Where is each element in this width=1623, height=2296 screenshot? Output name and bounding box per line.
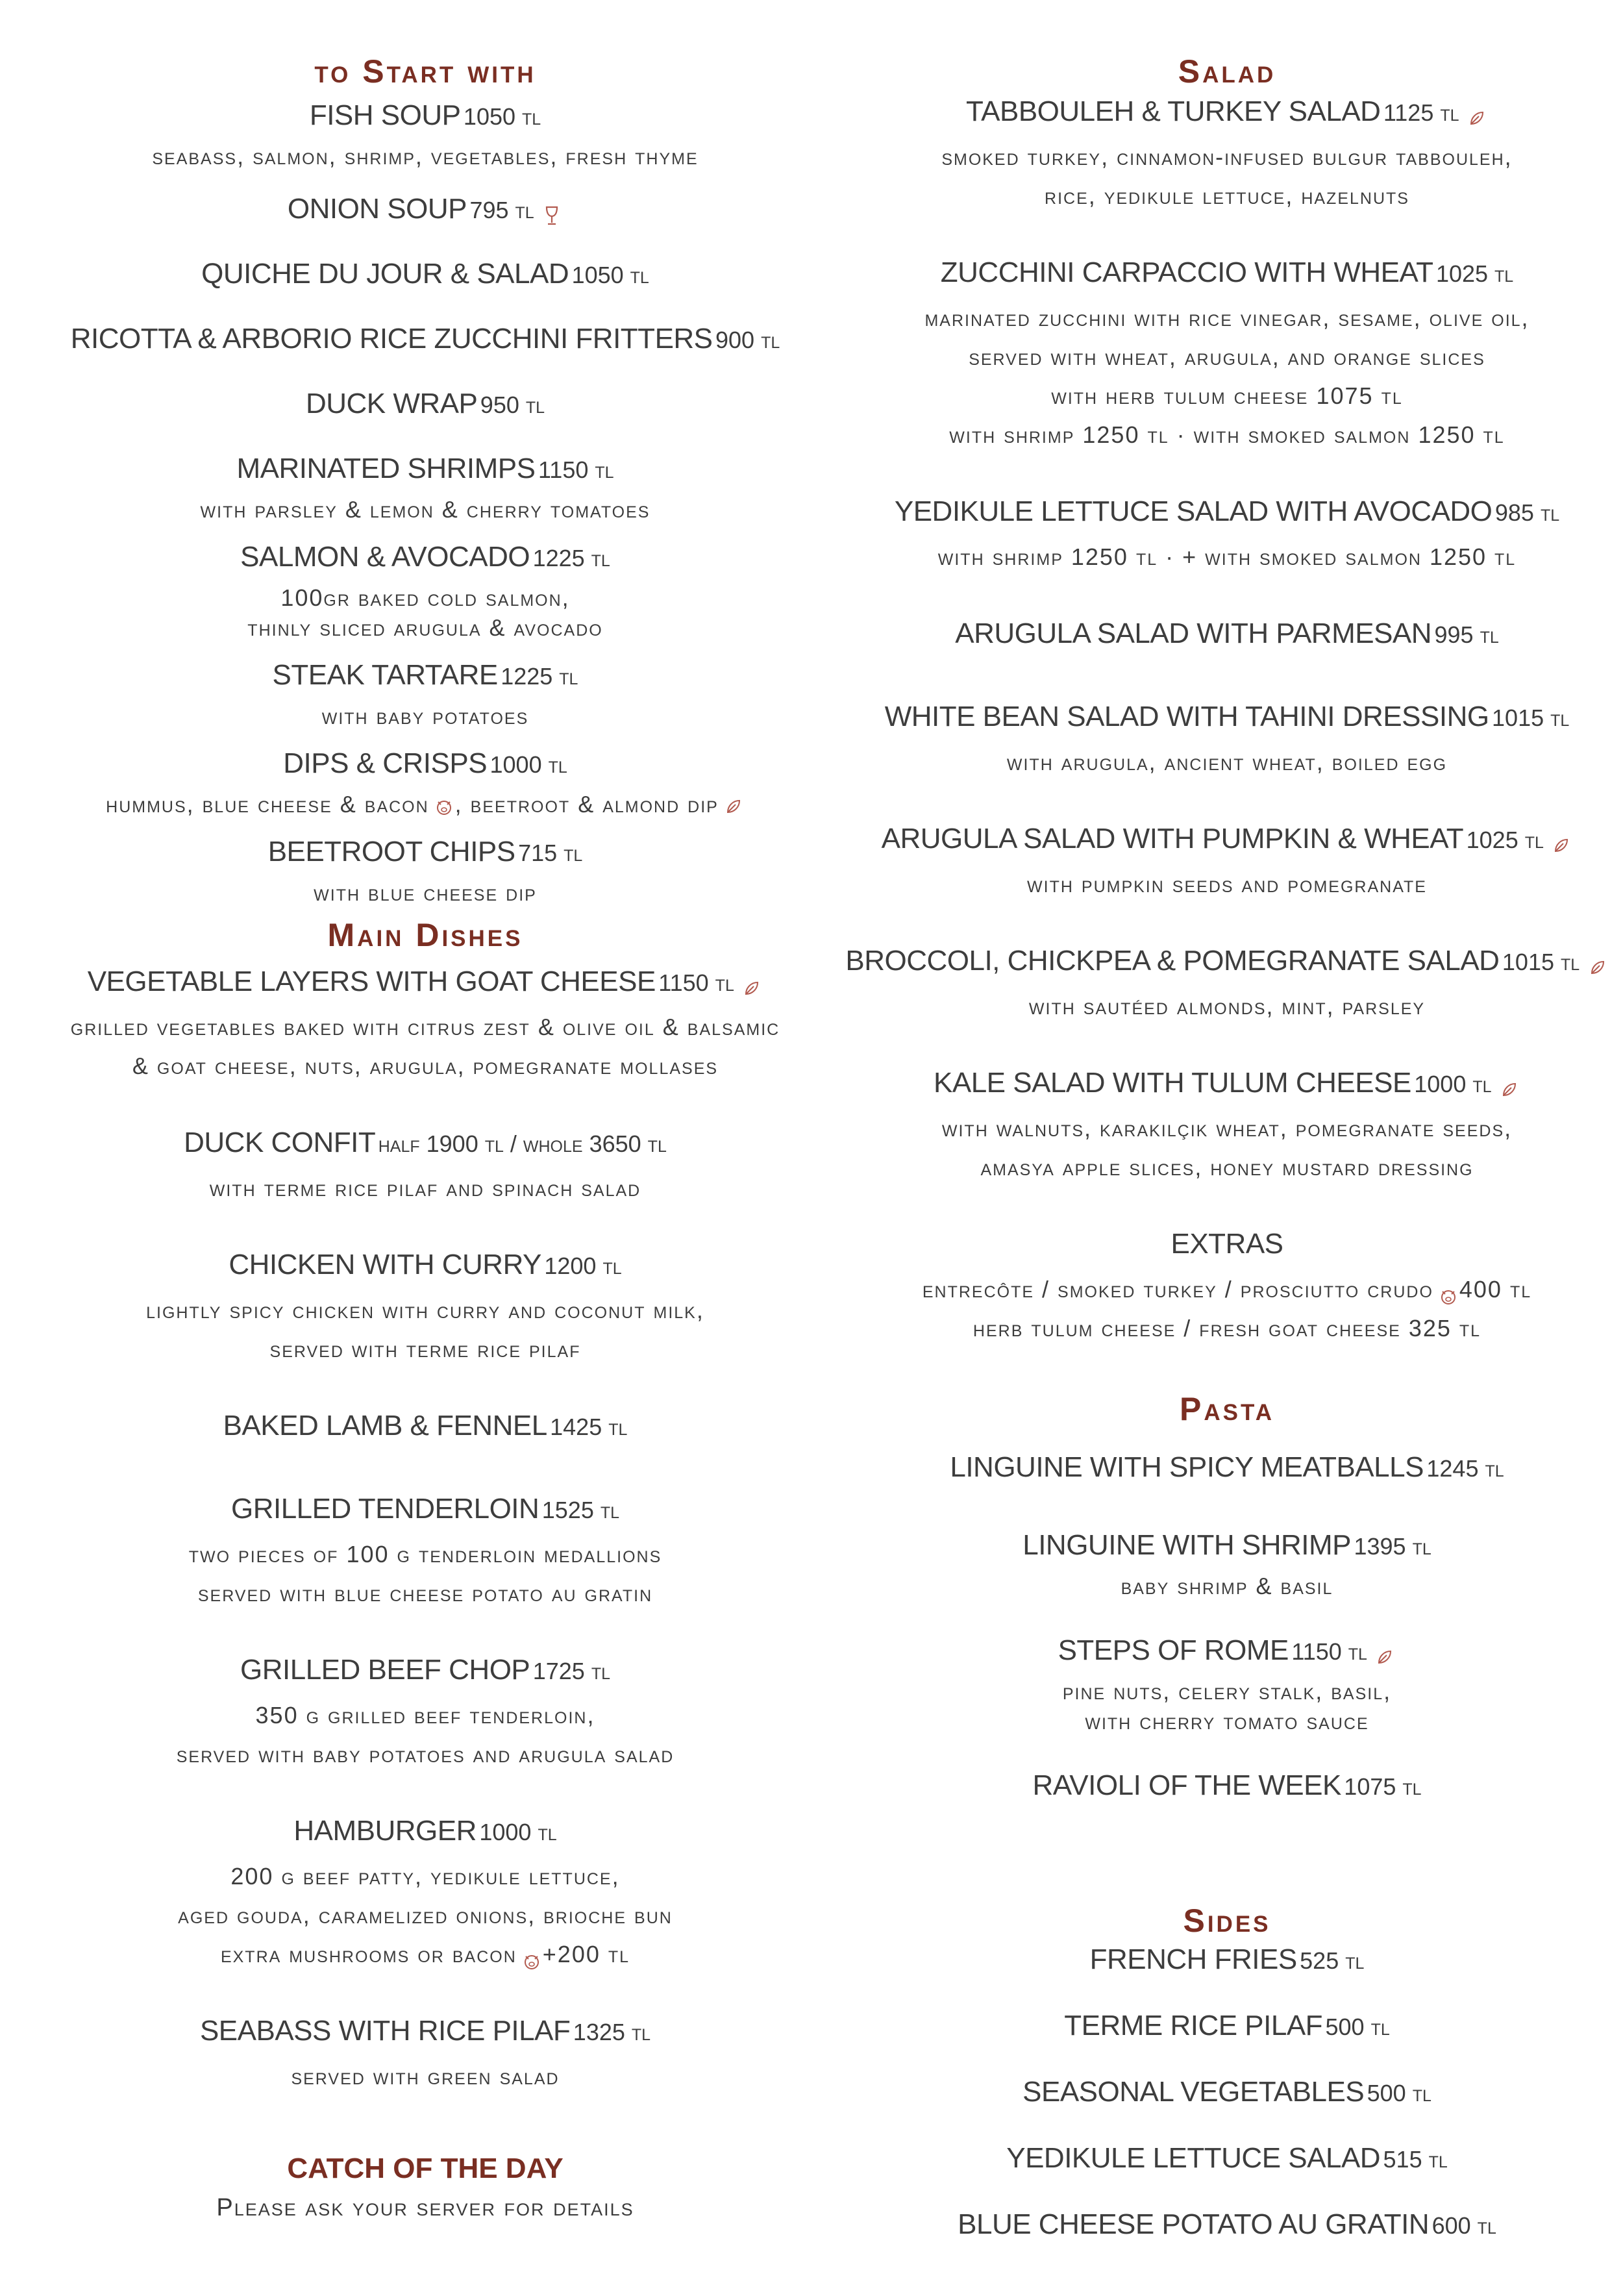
item-desc (13, 790, 837, 819)
menu-item (13, 1406, 837, 1452)
item-name: ONION SOUP (287, 193, 467, 225)
vegetarian-icon (741, 977, 763, 999)
item-price: 500 tl (1367, 2080, 1431, 2106)
item-name: STEPS OF ROME (1058, 1634, 1289, 1666)
menu-item (13, 832, 837, 878)
item-price: 1225 tl (532, 545, 610, 571)
menu-item (13, 1651, 837, 1696)
item-desc: rice, yedikule lettuce, hazelnuts (1045, 182, 1409, 209)
item-desc: marinated zucchini with rice vinegar, sesame, olive oil, (924, 305, 1530, 331)
item-desc: with walnuts, karakılçık wheat, pomegranate seeds, (941, 1115, 1513, 1142)
item-name: ZUCCHINI CARPACCIO WITH WHEAT (940, 256, 1433, 288)
menu-item (13, 384, 837, 430)
vegetarian-icon (1374, 1646, 1396, 1668)
item-desc: 200 g beef patty, yedikule lettuce, (230, 1863, 620, 1890)
item-desc: with pumpkin seeds and pomegranate (1027, 871, 1427, 897)
item-desc: served with baby potatoes and arugula salad (176, 1741, 675, 1767)
item-desc: herb tulum cheese / fresh goat cheese 325 tl (973, 1315, 1481, 1341)
item-desc: thinly sliced arugula & avocado (247, 614, 603, 641)
desc-part: extra mushrooms or bacon (220, 1941, 517, 1967)
pasta-section (837, 1390, 1617, 1812)
catch-section (13, 2149, 837, 2227)
pig-icon (433, 795, 455, 817)
item-name: LINGUINE WITH SHRIMP (1022, 1529, 1352, 1561)
item-desc: amasya apple slices, honey mustard dressing (980, 1154, 1474, 1180)
menu-item (13, 2012, 837, 2057)
item-name: LINGUINE WITH SPICY MEATBALLS (950, 1451, 1424, 1483)
item-name: HAMBURGER (293, 1815, 477, 1847)
menu-item (13, 1245, 837, 1291)
menu-item (837, 1448, 1617, 1493)
section-heading: Pasta (1179, 1391, 1275, 1427)
vegetarian-icon (1498, 1079, 1520, 1101)
vegetarian-icon (1466, 107, 1488, 129)
menu-item (13, 190, 837, 235)
item-desc: 100gr baked cold salmon, (280, 584, 570, 611)
item-name: YEDIKULE LETTUCE SALAD WITH AVOCADO (894, 495, 1493, 527)
item-price: 995 tl (1434, 621, 1499, 648)
item-price: 1200 tl (544, 1253, 622, 1279)
menu-item (13, 96, 837, 142)
menu-item (13, 449, 837, 495)
item-price: 715 tl (518, 840, 583, 866)
item-desc: with parsley & lemon & cherry tomatoes (200, 496, 650, 523)
item-price: 1015 tl (1492, 705, 1570, 731)
item-price: 600 tl (1431, 2212, 1496, 2239)
menu-item (837, 2006, 1617, 2052)
menu-item (13, 962, 837, 1008)
item-desc: two pieces of 100 g tenderloin medallions (188, 1541, 662, 1567)
item-name: VEGETABLE LAYERS WITH GOAT CHEESE (87, 966, 656, 997)
item-desc: with shrimp 1250 tl · with smoked salmon 1250 tl (949, 421, 1505, 448)
main-dishes-section (13, 916, 837, 2096)
catch-desc: Please ask your server for details (216, 2194, 634, 2221)
item-name: YEDIKULE LETTUCE SALAD (1006, 2142, 1381, 2174)
item-name: ARUGULA SALAD WITH PUMPKIN & WHEAT (881, 823, 1464, 855)
pig-icon (1437, 1280, 1459, 1302)
catch-title: CATCH OF THE DAY (287, 2152, 564, 2184)
item-name: RAVIOLI OF THE WEEK (1032, 1769, 1341, 1801)
item-price: 1125 tl (1383, 99, 1459, 126)
wine-glass-icon (541, 205, 563, 227)
item-price: 1000 tl (479, 1819, 557, 1845)
menu-item (837, 819, 1617, 865)
item-desc: 350 g grilled beef tenderloin, (255, 1702, 595, 1728)
menu-item (837, 92, 1617, 138)
item-price: 1025 tl (1466, 827, 1544, 853)
menu-item (837, 1064, 1617, 1109)
desc-part: +200 tl (542, 1941, 630, 1967)
item-price: 1225 tl (501, 663, 578, 690)
section-heading: Salad (1178, 53, 1276, 90)
item-name: EXTRAS (1171, 1228, 1283, 1260)
menu-item (837, 492, 1617, 538)
item-name: KALE SALAD WITH TULUM CHEESE (934, 1067, 1411, 1099)
item-desc: with baby potatoes (321, 703, 529, 729)
item-desc: served with blue cheese potato au gratin (197, 1580, 653, 1606)
item-name: BROCCOLI, CHICKPEA & POMEGRANATE SALAD (845, 945, 1500, 977)
item-name: WHITE BEAN SALAD WITH TAHINI DRESSING (884, 701, 1489, 732)
item-name: DUCK WRAP (305, 388, 478, 419)
item-desc: & goat cheese, nuts, arugula, pomegranate mollases (132, 1053, 719, 1079)
item-desc: with sautéed almonds, mint, parsley (1028, 993, 1426, 1019)
item-name: GRILLED BEEF CHOP (240, 1654, 530, 1686)
item-price: 1525 tl (541, 1497, 620, 1523)
menu-item (837, 1940, 1617, 1986)
desc-part: entrecôte / smoked turkey / prosciutto crudo (922, 1276, 1433, 1303)
menu-item (837, 942, 1617, 987)
salad-section (837, 52, 1617, 1348)
item-desc (837, 1270, 1617, 1309)
starters-section (13, 52, 837, 908)
item-desc: served with terme rice pilaf (269, 1336, 581, 1362)
item-desc: served with wheat, arugula, and orange slices (969, 343, 1485, 370)
section-heading: Main Dishes (327, 917, 523, 953)
item-price: 1050 tl (571, 262, 649, 288)
item-name: FISH SOUP (309, 99, 461, 131)
item-price: 500 tl (1325, 2014, 1390, 2040)
item-name: TERME RICE PILAF (1064, 2010, 1323, 2041)
item-desc: lightly spicy chicken with curry and coconut milk, (146, 1297, 704, 1323)
item-desc: pine nuts, celery stalk, basil, (1062, 1678, 1392, 1704)
menu-item (13, 656, 837, 701)
item-name: CHICKEN WITH CURRY (229, 1249, 541, 1280)
item-desc: seabass, salmon, shrimp, vegetables, fresh thyme (152, 143, 699, 169)
menu-item (13, 1123, 837, 1169)
section-heading: Sides (1183, 1903, 1271, 1939)
item-name: SEABASS WITH RICE PILAF (199, 2015, 571, 2047)
section-heading: to Start with (314, 53, 536, 90)
item-name: BLUE CHEESE POTATO AU GRATIN (958, 2208, 1430, 2240)
item-desc: with cherry tomato sauce (1085, 1708, 1369, 1734)
item-name: ARUGULA SALAD WITH PARMESAN (955, 618, 1432, 649)
item-price: 1075 tl (1344, 1773, 1422, 1800)
vegetarian-icon (723, 795, 745, 817)
desc-part: , beetroot & almond dip (454, 791, 719, 817)
item-desc: with herb tulum cheese 1075 tl (1051, 382, 1403, 409)
item-name: DUCK CONFIT (184, 1127, 376, 1158)
item-name: FRENCH FRIES (1089, 1943, 1297, 1975)
item-desc: with shrimp 1250 tl · + with smoked salmon 1250 tl (937, 543, 1517, 570)
item-name: RICOTTA & ARBORIO RICE ZUCCHINI FRITTERS (70, 323, 713, 355)
menu-item (13, 1812, 837, 1857)
item-desc: baby shrimp & basil (1121, 1573, 1333, 1599)
item-name: QUICHE DU JOUR & SALAD (201, 258, 569, 290)
item-name: MARINATED SHRIMPS (236, 453, 536, 484)
menu-item (837, 1526, 1617, 1571)
item-price: 1025 tl (1435, 260, 1514, 287)
item-name: SALMON & AVOCADO (240, 541, 530, 573)
item-price: 1425 tl (550, 1414, 628, 1440)
item-name: SEASONAL VEGETABLES (1022, 2076, 1365, 2108)
menu-item (837, 2205, 1617, 2251)
vegetarian-icon (1550, 834, 1572, 856)
item-desc: aged gouda, caramelized onions, brioche bun (178, 1902, 673, 1928)
menu-item (13, 255, 837, 300)
item-desc: grilled vegetables baked with citrus zest & olive oil & balsamic (70, 1014, 780, 1040)
item-desc: with blue cheese dip (314, 879, 537, 906)
item-price: 1050 tl (463, 103, 541, 130)
item-price: 1725 tl (532, 1658, 610, 1684)
item-price: half 1900 tl / whole 3650 tl (378, 1130, 667, 1157)
item-price: 1000 tl (489, 751, 567, 778)
item-price: 1150 tl (1291, 1638, 1367, 1665)
item-desc: with arugula, ancient wheat, boiled egg (1006, 749, 1448, 775)
menu-item (837, 1225, 1617, 1270)
item-desc: served with green salad (291, 2063, 560, 2090)
item-price: 1000 tl (1414, 1071, 1492, 1097)
desc-part: hummus, blue cheese & bacon (106, 791, 429, 817)
item-price: 950 tl (480, 392, 545, 418)
item-price: 1150 tl (538, 456, 614, 483)
item-price: 900 tl (715, 327, 780, 353)
item-name: DIPS & CRISPS (283, 747, 488, 779)
menu-item (837, 253, 1617, 299)
item-price: 1245 tl (1426, 1455, 1504, 1482)
item-price: 795 tl (469, 197, 534, 223)
menu-item (13, 744, 837, 790)
menu-item (13, 1490, 837, 1535)
item-desc: smoked turkey, cinnamon-infused bulgur tabbouleh, (941, 144, 1513, 170)
item-name: BAKED LAMB & FENNEL (223, 1410, 547, 1441)
menu-item (837, 614, 1617, 660)
item-name: TABBOULEH & TURKEY SALAD (966, 95, 1381, 127)
menu-item (837, 2139, 1617, 2184)
item-price: 525 tl (1300, 1947, 1365, 1974)
item-name: GRILLED TENDERLOIN (230, 1493, 539, 1525)
sides-section (837, 1901, 1617, 2251)
menu-item (837, 2073, 1617, 2118)
item-name: STEAK TARTARE (272, 659, 498, 691)
menu-item (837, 1766, 1617, 1812)
item-desc (13, 1935, 837, 1974)
vegetarian-icon (1587, 956, 1609, 979)
item-price: 515 tl (1383, 2146, 1448, 2173)
pig-icon (521, 1945, 543, 1967)
menu-item (837, 1631, 1617, 1677)
menu-item (13, 538, 837, 583)
item-price: 1325 tl (573, 2019, 651, 2045)
item-price: 1150 tl (658, 969, 734, 996)
menu-item (837, 697, 1617, 743)
item-price: 985 tl (1494, 499, 1560, 526)
item-name: BEETROOT CHIPS (267, 836, 515, 867)
item-desc: with terme rice pilaf and spinach salad (209, 1175, 641, 1201)
desc-part: 400 tl (1459, 1276, 1532, 1303)
item-price: 1395 tl (1354, 1533, 1431, 1560)
item-price: 1015 tl (1502, 949, 1580, 975)
menu-item (13, 319, 837, 365)
